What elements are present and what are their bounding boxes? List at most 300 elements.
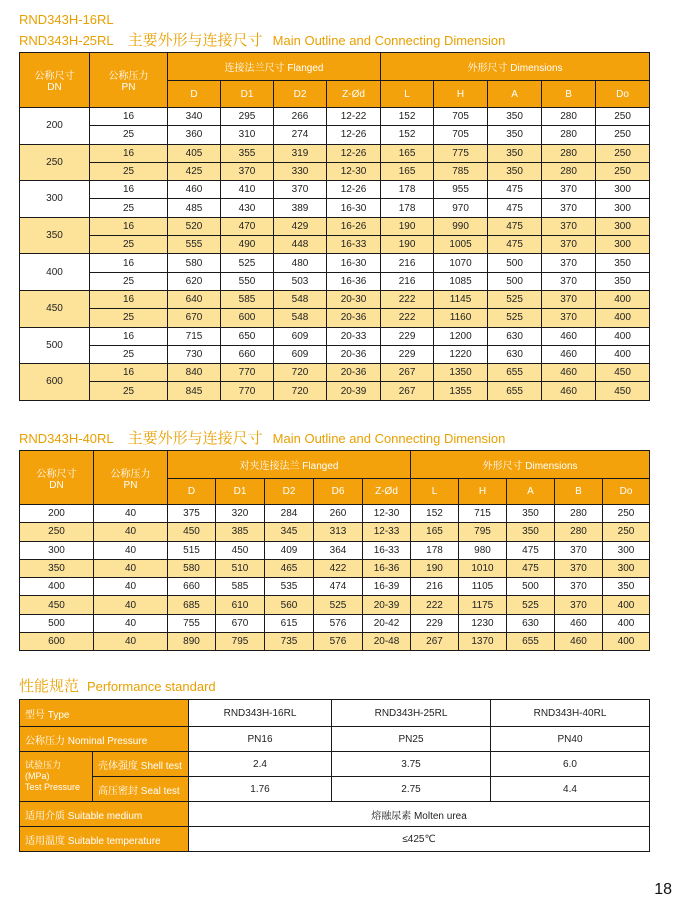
table-row <box>20 162 650 180</box>
table-cell: 500 <box>20 614 94 632</box>
table-cell: 670 <box>168 309 221 327</box>
table-cell: 12-26 <box>327 144 381 162</box>
table-cell: 370 <box>542 254 596 272</box>
col-header-2-2: D2 <box>265 479 314 505</box>
table-cell: 655 <box>507 633 555 651</box>
table-cell: 548 <box>274 309 327 327</box>
table-cell: 370 <box>555 559 603 577</box>
table-cell: 12-30 <box>363 505 411 523</box>
table-cell: 620 <box>168 272 221 290</box>
dn-cell: 500 <box>20 327 90 364</box>
table-row <box>20 309 650 327</box>
table-cell: 16-26 <box>327 217 381 235</box>
table-cell: 450 <box>20 596 94 614</box>
table-row <box>20 254 650 272</box>
table-cell: 1355 <box>434 382 488 400</box>
table-cell: 40 <box>94 541 168 559</box>
table-cell: 1005 <box>434 236 488 254</box>
table-cell: 715 <box>168 327 221 345</box>
table-cell: 16 <box>90 364 168 382</box>
table-cell: 475 <box>507 559 555 577</box>
shell-25: 3.75 <box>332 752 491 777</box>
table-cell: 845 <box>168 382 221 400</box>
table-cell: 350 <box>596 272 650 290</box>
table-cell: 1105 <box>459 578 507 596</box>
table-cell: 274 <box>274 126 327 144</box>
table-cell: 770 <box>221 382 274 400</box>
table-cell: 152 <box>411 505 459 523</box>
table-cell: 370 <box>542 290 596 308</box>
table-cell: 520 <box>168 217 221 235</box>
table-cell: 370 <box>542 199 596 217</box>
col-header-4: L <box>381 81 434 108</box>
col-header-2-5: L <box>411 479 459 505</box>
table-cell: 40 <box>94 578 168 596</box>
seal-40: 4.4 <box>491 777 650 802</box>
table-cell: 460 <box>555 614 603 632</box>
dn-cell: 300 <box>20 181 90 218</box>
table-cell: 152 <box>381 108 434 126</box>
header-dimensions-2: 外形尺寸 Dimensions <box>411 451 650 479</box>
table-cell: 16-30 <box>327 199 381 217</box>
table-cell: 20-39 <box>363 596 411 614</box>
table-cell: 267 <box>411 633 459 651</box>
col-header-1: D1 <box>221 81 274 108</box>
table-cell: 500 <box>488 272 542 290</box>
table-cell: 785 <box>434 162 488 180</box>
table-cell: 313 <box>314 523 363 541</box>
table-cell: 500 <box>507 578 555 596</box>
table-cell: 715 <box>459 505 507 523</box>
table-cell: 267 <box>381 364 434 382</box>
section1-title-cn: 主要外形与连接尺寸 <box>127 32 263 49</box>
table-cell: 12-30 <box>327 162 381 180</box>
table-cell: 200 <box>20 505 94 523</box>
table-cell: 525 <box>314 596 363 614</box>
table-cell: 585 <box>216 578 265 596</box>
table-cell: 430 <box>221 199 274 217</box>
header-pn-label: 公称压力 PN <box>108 71 149 93</box>
table-cell: 460 <box>542 364 596 382</box>
table-cell: 655 <box>488 382 542 400</box>
col-header-0: D <box>168 81 221 108</box>
table-cell: 425 <box>168 162 221 180</box>
header-dn-2 <box>20 451 94 505</box>
table-cell: 12-22 <box>327 108 381 126</box>
dn-cell: 350 <box>20 217 90 254</box>
table-cell: 450 <box>596 382 650 400</box>
table-cell: 1145 <box>434 290 488 308</box>
table-cell: 460 <box>542 382 596 400</box>
performance-title <box>19 675 216 696</box>
table-cell: 20-39 <box>327 382 381 400</box>
table-cell: 40 <box>94 614 168 632</box>
table-cell: 400 <box>596 327 650 345</box>
table-row <box>20 541 650 559</box>
table-cell: 640 <box>168 290 221 308</box>
table-cell: 40 <box>94 523 168 541</box>
table-cell: 300 <box>596 217 650 235</box>
table-cell: 370 <box>542 272 596 290</box>
table-cell: 280 <box>542 162 596 180</box>
table-cell: 448 <box>274 236 327 254</box>
table-cell: 1350 <box>434 364 488 382</box>
col-header-2-9: Do <box>603 479 650 505</box>
table-cell: 12-26 <box>327 126 381 144</box>
pressure-label: 公称压力 Nominal Pressure <box>20 727 189 752</box>
table-cell: 25 <box>90 382 168 400</box>
col-header-2-8: B <box>555 479 603 505</box>
table-cell: 400 <box>603 614 650 632</box>
performance-table <box>19 699 650 852</box>
table-cell: 190 <box>381 236 434 254</box>
table-cell: 650 <box>221 327 274 345</box>
table-row <box>20 382 650 400</box>
temp-value: ≤425℃ <box>189 827 650 852</box>
table-row <box>20 559 650 577</box>
table-cell: 319 <box>274 144 327 162</box>
section1-title-en: Main Outline and Connecting Dimension <box>272 33 506 48</box>
table-cell: 1220 <box>434 345 488 363</box>
table-cell: 350 <box>488 144 542 162</box>
pressure-40: PN40 <box>491 727 650 752</box>
header-flanged: 连接法兰尺寸 Flanged <box>168 53 381 81</box>
table-cell: 480 <box>274 254 327 272</box>
dn-cell: 250 <box>20 144 90 181</box>
table-cell: 615 <box>265 614 314 632</box>
table-cell: 350 <box>507 505 555 523</box>
table-cell: 16 <box>90 327 168 345</box>
col-header-2-7: A <box>507 479 555 505</box>
table-cell: 229 <box>411 614 459 632</box>
table-cell: 660 <box>168 578 216 596</box>
header-dn <box>20 53 90 108</box>
table-cell: 1175 <box>459 596 507 614</box>
type-40rl: RND343H-40RL <box>491 700 650 727</box>
table-row <box>20 272 650 290</box>
table-cell: 222 <box>411 596 459 614</box>
table-cell: 20-36 <box>327 364 381 382</box>
table-cell: 890 <box>168 633 216 651</box>
table-cell: 490 <box>221 236 274 254</box>
table-cell: 576 <box>314 614 363 632</box>
table-cell: 370 <box>542 236 596 254</box>
table-cell: 475 <box>507 541 555 559</box>
table-cell: 16 <box>90 181 168 199</box>
table-cell: 25 <box>90 199 168 217</box>
table-cell: 970 <box>434 199 488 217</box>
table-row <box>20 523 650 541</box>
table-cell: 525 <box>488 309 542 327</box>
table-row <box>20 614 650 632</box>
table-cell: 16-33 <box>327 236 381 254</box>
table-cell: 720 <box>274 382 327 400</box>
table-cell: 25 <box>90 345 168 363</box>
table-cell: 350 <box>488 108 542 126</box>
table-cell: 216 <box>381 272 434 290</box>
table-cell: 990 <box>434 217 488 235</box>
perf-row-medium <box>20 802 650 827</box>
table-cell: 465 <box>265 559 314 577</box>
table-cell: 360 <box>168 126 221 144</box>
table-row <box>20 144 650 162</box>
table-cell: 350 <box>488 126 542 144</box>
pressure-25: PN25 <box>332 727 491 752</box>
perf-row-shell <box>20 752 650 777</box>
model-title-16rl <box>19 12 114 27</box>
header-dn-label: 公称尺寸 DN <box>34 71 75 93</box>
section1-title <box>19 29 505 50</box>
table-row <box>20 505 650 523</box>
table-cell: 20-30 <box>327 290 381 308</box>
medium-value: 熔融尿素 Molten urea <box>189 802 650 827</box>
table-cell: 525 <box>221 254 274 272</box>
table-cell: 410 <box>221 181 274 199</box>
table-cell: 300 <box>596 199 650 217</box>
table-cell: 250 <box>603 523 650 541</box>
col-header-2-6: H <box>459 479 507 505</box>
table-cell: 1085 <box>434 272 488 290</box>
table-row <box>20 327 650 345</box>
table-cell: 770 <box>221 364 274 382</box>
table-cell: 266 <box>274 108 327 126</box>
table-cell: 20-48 <box>363 633 411 651</box>
dimension-table-16-25 <box>19 52 650 401</box>
table-cell: 16-30 <box>327 254 381 272</box>
table-cell: 25 <box>90 272 168 290</box>
header-flanged-2: 对夹连接法兰 Flanged <box>168 451 411 479</box>
table-cell: 840 <box>168 364 221 382</box>
table-cell: 510 <box>216 559 265 577</box>
header-dimensions: 外形尺寸 Dimensions <box>381 53 650 81</box>
table-cell: 370 <box>274 181 327 199</box>
table-cell: 222 <box>381 309 434 327</box>
table-cell: 610 <box>216 596 265 614</box>
table-row <box>20 596 650 614</box>
table-cell: 580 <box>168 254 221 272</box>
seal-25: 2.75 <box>332 777 491 802</box>
col-header-2: D2 <box>274 81 327 108</box>
table-cell: 280 <box>555 505 603 523</box>
model-16rl: RND343H-16RL <box>19 12 114 27</box>
table-cell: 216 <box>381 254 434 272</box>
col-header-2-4: Z-Ød <box>363 479 411 505</box>
table-cell: 16 <box>90 108 168 126</box>
table-cell: 370 <box>555 578 603 596</box>
table-cell: 300 <box>603 541 650 559</box>
table-cell: 229 <box>381 345 434 363</box>
table-cell: 1070 <box>434 254 488 272</box>
model-40rl: RND343H-40RL <box>19 431 114 446</box>
table-cell: 720 <box>274 364 327 382</box>
table-cell: 535 <box>265 578 314 596</box>
table-cell: 705 <box>434 108 488 126</box>
table-cell: 400 <box>596 309 650 327</box>
section2-title <box>19 427 505 448</box>
table-cell: 450 <box>596 364 650 382</box>
table-cell: 475 <box>488 181 542 199</box>
page-number: 18 <box>654 881 672 898</box>
dn-cell: 400 <box>20 254 90 291</box>
col-header-3: Z-Ød <box>327 81 381 108</box>
table-cell: 16 <box>90 217 168 235</box>
col-header-2-3: D6 <box>314 479 363 505</box>
table-cell: 429 <box>274 217 327 235</box>
table-cell: 609 <box>274 345 327 363</box>
table-cell: 12-26 <box>327 181 381 199</box>
table-cell: 375 <box>168 505 216 523</box>
table-cell: 340 <box>168 108 221 126</box>
table-row <box>20 181 650 199</box>
table-cell: 670 <box>216 614 265 632</box>
table-cell: 400 <box>603 633 650 651</box>
shell-16: 2.4 <box>189 752 332 777</box>
table-row <box>20 290 650 308</box>
table-cell: 500 <box>488 254 542 272</box>
table-cell: 460 <box>168 181 221 199</box>
table-cell: 16 <box>90 290 168 308</box>
table-row <box>20 217 650 235</box>
table-cell: 576 <box>314 633 363 651</box>
table-cell: 555 <box>168 236 221 254</box>
table-cell: 370 <box>542 181 596 199</box>
col-header-2-0: D <box>168 479 216 505</box>
table-cell: 660 <box>221 345 274 363</box>
table-cell: 250 <box>596 126 650 144</box>
perf-row-seal <box>20 777 650 802</box>
header-pn <box>90 53 168 108</box>
table-cell: 355 <box>221 144 274 162</box>
table-cell: 178 <box>381 199 434 217</box>
header-pn-2 <box>94 451 168 505</box>
table-cell: 222 <box>381 290 434 308</box>
col-header-8: Do <box>596 81 650 108</box>
table-cell: 630 <box>507 614 555 632</box>
seal-test-label: 高压密封 Seal test <box>93 777 189 802</box>
table-cell: 16 <box>90 254 168 272</box>
table-cell: 16-33 <box>363 541 411 559</box>
table-cell: 345 <box>265 523 314 541</box>
table-cell: 1160 <box>434 309 488 327</box>
table-cell: 229 <box>381 327 434 345</box>
table-cell: 755 <box>168 614 216 632</box>
shell-40: 6.0 <box>491 752 650 777</box>
table-cell: 216 <box>411 578 459 596</box>
table-cell: 16-36 <box>327 272 381 290</box>
col-header-5: H <box>434 81 488 108</box>
table-cell: 370 <box>555 541 603 559</box>
table-cell: 515 <box>168 541 216 559</box>
col-header-7: B <box>542 81 596 108</box>
table-cell: 548 <box>274 290 327 308</box>
table-row <box>20 578 650 596</box>
dn-cell: 450 <box>20 290 90 327</box>
table-cell: 600 <box>221 309 274 327</box>
table-cell: 300 <box>596 181 650 199</box>
table-cell: 20-36 <box>327 345 381 363</box>
table-cell: 40 <box>94 633 168 651</box>
table-cell: 250 <box>596 162 650 180</box>
table-cell: 1200 <box>434 327 488 345</box>
table-cell: 389 <box>274 199 327 217</box>
pressure-16: PN16 <box>189 727 332 752</box>
table-cell: 630 <box>488 345 542 363</box>
table-cell: 165 <box>411 523 459 541</box>
table-cell: 250 <box>596 108 650 126</box>
temp-label: 适用温度 Suitable temperature <box>20 827 189 852</box>
table-cell: 12-33 <box>363 523 411 541</box>
table-cell: 400 <box>596 345 650 363</box>
table-cell: 350 <box>603 578 650 596</box>
dimension-table-40 <box>19 450 650 651</box>
table-cell: 165 <box>381 162 434 180</box>
table-cell: 370 <box>542 309 596 327</box>
table-cell: 25 <box>90 126 168 144</box>
table-cell: 300 <box>20 541 94 559</box>
table-cell: 422 <box>314 559 363 577</box>
table-cell: 178 <box>381 181 434 199</box>
table-cell: 364 <box>314 541 363 559</box>
shell-test-label: 壳体强度 Shell test <box>93 752 189 777</box>
table-cell: 16-39 <box>363 578 411 596</box>
table-cell: 460 <box>542 345 596 363</box>
table-cell: 40 <box>94 559 168 577</box>
table-row <box>20 199 650 217</box>
table-cell: 655 <box>488 364 542 382</box>
table-cell: 400 <box>596 290 650 308</box>
table-row <box>20 364 650 382</box>
type-label: 型号 Type <box>20 700 189 727</box>
table-cell: 280 <box>542 144 596 162</box>
table-cell: 705 <box>434 126 488 144</box>
table-cell: 350 <box>20 559 94 577</box>
table-cell: 474 <box>314 578 363 596</box>
table-cell: 409 <box>265 541 314 559</box>
table-cell: 20-42 <box>363 614 411 632</box>
table-cell: 795 <box>459 523 507 541</box>
table-cell: 475 <box>488 236 542 254</box>
table-cell: 580 <box>168 559 216 577</box>
table-cell: 250 <box>596 144 650 162</box>
table-row <box>20 236 650 254</box>
table-cell: 165 <box>381 144 434 162</box>
table-cell: 280 <box>542 108 596 126</box>
table-cell: 20-36 <box>327 309 381 327</box>
table-cell: 630 <box>488 327 542 345</box>
table-row <box>20 633 650 651</box>
table-cell: 730 <box>168 345 221 363</box>
table-cell: 350 <box>488 162 542 180</box>
table-cell: 475 <box>488 217 542 235</box>
table-cell: 775 <box>434 144 488 162</box>
table-cell: 485 <box>168 199 221 217</box>
type-16rl: RND343H-16RL <box>189 700 332 727</box>
table-cell: 300 <box>603 559 650 577</box>
table-cell: 267 <box>381 382 434 400</box>
test-pressure-label: 试验压力 (MPa) Test Pressure <box>20 752 93 802</box>
table-row <box>20 345 650 363</box>
header-dn-2-label: 公称尺寸 DN <box>36 468 77 491</box>
table-cell: 795 <box>216 633 265 651</box>
table-cell: 250 <box>20 523 94 541</box>
table-cell: 320 <box>216 505 265 523</box>
perf-row-type <box>20 700 650 727</box>
table-cell: 350 <box>507 523 555 541</box>
table-cell: 450 <box>216 541 265 559</box>
table-cell: 350 <box>596 254 650 272</box>
table-cell: 525 <box>507 596 555 614</box>
table-cell: 16-36 <box>363 559 411 577</box>
